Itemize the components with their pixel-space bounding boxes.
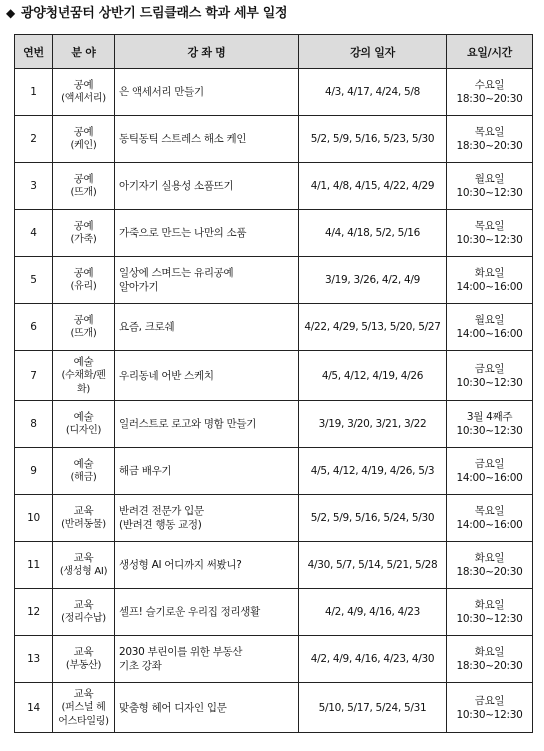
row-dates: 4/5, 4/12, 4/19, 4/26: [299, 351, 447, 401]
header-dates: 강의 일자: [299, 35, 447, 69]
class-day: 금요일: [474, 694, 505, 707]
course-name-line: (반려견 행동 교정): [119, 519, 202, 531]
course-name-line: 일상에 스며드는 유리공예: [119, 267, 234, 279]
header-course: 강 좌 명: [115, 35, 299, 69]
field-category: 교육: [73, 599, 94, 611]
row-number: 9: [15, 448, 53, 495]
class-day: 금요일: [474, 362, 505, 375]
row-course: [115, 448, 299, 495]
field-subcategory: (케인): [70, 140, 97, 151]
field-subcategory: (액세서리): [61, 93, 106, 104]
table-row: [15, 401, 533, 448]
row-course: [115, 163, 299, 210]
field-category: 공예: [73, 173, 94, 185]
field-subcategory: (뜨개): [70, 328, 97, 339]
field-subcategory: (수채화/펜화): [61, 369, 106, 395]
field-subcategory: (뜨개): [70, 187, 97, 198]
class-hours: 10:30~12:30: [456, 376, 523, 389]
row-number: 12: [15, 589, 53, 636]
table-row: [15, 683, 533, 733]
row-course: [115, 636, 299, 683]
class-hours: 18:30~20:30: [456, 93, 523, 105]
course-name-line: 맞춤형 헤어 디자인 입문: [119, 701, 227, 714]
row-field: [53, 304, 115, 351]
class-hours: 18:30~20:30: [456, 660, 523, 672]
row-dates: 4/30, 5/7, 5/14, 5/21, 5/28: [299, 542, 447, 589]
schedule-table: [14, 34, 533, 733]
row-dates: 4/1, 4/8, 4/15, 4/22, 4/29: [299, 163, 447, 210]
row-time: [447, 589, 533, 636]
row-course: [115, 401, 299, 448]
course-name-line: 반려견 전문가 입문: [119, 505, 204, 517]
row-field: [53, 401, 115, 448]
row-dates: 4/2, 4/9, 4/16, 4/23, 4/30: [299, 636, 447, 683]
class-day: 화요일: [474, 267, 505, 279]
row-dates: 3/19, 3/20, 3/21, 3/22: [299, 401, 447, 448]
row-field: [53, 163, 115, 210]
course-name-line: 일러스트로 로고와 명함 만들기: [119, 418, 257, 430]
row-field: [53, 542, 115, 589]
class-day: 3월 4째주: [466, 411, 513, 423]
field-category: 예술: [73, 458, 94, 470]
header-time: 요일/시간: [447, 35, 533, 69]
row-dates: 5/2, 5/9, 5/16, 5/24, 5/30: [299, 495, 447, 542]
class-hours: 10:30~12:30: [456, 613, 523, 625]
row-course: [115, 116, 299, 163]
header-no: 연번: [15, 35, 53, 69]
row-course: [115, 351, 299, 401]
field-category: 교육: [73, 646, 94, 658]
course-name-line: 가죽으로 만드는 나만의 소품: [119, 227, 247, 239]
row-course: [115, 589, 299, 636]
diamond-icon: ◆: [6, 6, 15, 20]
row-number: 8: [15, 401, 53, 448]
field-subcategory: (해금): [70, 472, 97, 483]
course-name-line: 동틱동틱 스트레스 해소 케인: [119, 133, 247, 145]
row-number: 11: [15, 542, 53, 589]
table-row: [15, 116, 533, 163]
table-row: [15, 163, 533, 210]
row-dates: 4/4, 4/18, 5/2, 5/16: [299, 210, 447, 257]
field-category: 공예: [73, 314, 94, 326]
field-category: 예술: [73, 355, 94, 368]
row-number: 6: [15, 304, 53, 351]
course-name-line: 2030 부린이를 위한 부동산: [119, 646, 243, 658]
class-day: 수요일: [474, 79, 505, 91]
class-day: 목요일: [474, 220, 505, 232]
course-name-line: 알아가기: [119, 281, 159, 293]
row-time: [447, 210, 533, 257]
row-course: [115, 683, 299, 733]
course-name-line: 은 액세서리 만들기: [119, 86, 204, 98]
row-time: [447, 69, 533, 116]
row-time: [447, 495, 533, 542]
row-field: [53, 257, 115, 304]
row-time: [447, 304, 533, 351]
row-time: [447, 683, 533, 733]
course-name-line: 기초 강좌: [119, 660, 162, 672]
class-hours: 18:30~20:30: [456, 566, 523, 578]
row-number: 1: [15, 69, 53, 116]
field-category: 공예: [73, 126, 94, 138]
row-course: [115, 542, 299, 589]
course-name-line: 우리동네 어반 스케치: [119, 369, 214, 382]
field-category: 공예: [73, 267, 94, 279]
field-category: 공예: [73, 79, 94, 91]
row-dates: 3/19, 3/26, 4/2, 4/9: [299, 257, 447, 304]
field-subcategory: (디자인): [65, 425, 102, 436]
row-dates: 4/22, 4/29, 5/13, 5/20, 5/27: [299, 304, 447, 351]
row-field: [53, 636, 115, 683]
table-row: [15, 542, 533, 589]
class-hours: 14:00~16:00: [456, 519, 523, 531]
table-row: [15, 589, 533, 636]
table-row: [15, 69, 533, 116]
table-row: [15, 495, 533, 542]
class-day: 금요일: [474, 458, 505, 470]
row-field: [53, 683, 115, 733]
row-number: 13: [15, 636, 53, 683]
row-course: [115, 304, 299, 351]
course-name-line: 생성형 AI 어디까지 써봤니?: [119, 559, 242, 571]
field-subcategory: (생성형 AI): [59, 566, 108, 577]
class-hours: 10:30~12:30: [456, 708, 523, 721]
row-dates: 4/2, 4/9, 4/16, 4/23: [299, 589, 447, 636]
page-title: [6, 2, 287, 24]
row-course: [115, 257, 299, 304]
class-day: 화요일: [474, 646, 505, 658]
field-category: 교육: [73, 505, 94, 517]
table-row: [15, 448, 533, 495]
class-day: 목요일: [474, 126, 505, 138]
row-number: 10: [15, 495, 53, 542]
row-time: [447, 163, 533, 210]
field-subcategory: (유리): [70, 281, 97, 292]
table-header-row: [15, 35, 533, 69]
row-course: [115, 210, 299, 257]
row-time: [447, 257, 533, 304]
row-field: [53, 69, 115, 116]
row-dates: 5/10, 5/17, 5/24, 5/31: [299, 683, 447, 733]
class-day: 화요일: [474, 552, 505, 564]
field-subcategory: (반려동물): [61, 519, 106, 530]
row-time: [447, 636, 533, 683]
field-subcategory: (가죽): [70, 234, 97, 245]
row-number: 3: [15, 163, 53, 210]
field-subcategory: (퍼스널 헤어스타일링): [58, 701, 109, 727]
table-row: [15, 636, 533, 683]
table-row: [15, 210, 533, 257]
table-row: [15, 257, 533, 304]
row-field: [53, 495, 115, 542]
row-time: [447, 448, 533, 495]
field-category: 공예: [73, 220, 94, 232]
field-category: 예술: [73, 411, 94, 423]
class-hours: 14:00~16:00: [456, 281, 523, 293]
row-number: 2: [15, 116, 53, 163]
class-day: 화요일: [474, 599, 505, 611]
row-number: 14: [15, 683, 53, 733]
row-dates: 5/2, 5/9, 5/16, 5/23, 5/30: [299, 116, 447, 163]
row-course: [115, 69, 299, 116]
row-time: [447, 401, 533, 448]
header-field: 분 야: [53, 35, 115, 69]
class-hours: 14:00~16:00: [456, 328, 523, 340]
table-row: [15, 304, 533, 351]
row-number: 4: [15, 210, 53, 257]
class-day: 목요일: [474, 505, 505, 517]
field-category: 교육: [73, 687, 94, 700]
row-field: [53, 210, 115, 257]
table-body: [15, 69, 533, 733]
course-name-line: 셀프! 슬기로운 우리집 정리생활: [119, 606, 260, 618]
row-course: [115, 495, 299, 542]
field-subcategory: (정리수납): [61, 613, 106, 624]
class-hours: 10:30~12:30: [456, 234, 523, 246]
field-category: 교육: [73, 552, 94, 564]
class-day: 월요일: [474, 173, 505, 185]
class-day: 월요일: [474, 314, 505, 326]
table-row: [15, 351, 533, 401]
field-subcategory: (부동산): [65, 660, 102, 671]
course-name-line: 요즘, 크로쉐: [119, 321, 175, 333]
page-title-text: 광양청년꿈터 상반기 드림클래스 학과 세부 일정: [20, 6, 288, 21]
row-field: [53, 589, 115, 636]
class-hours: 10:30~12:30: [456, 187, 523, 199]
row-dates: 4/3, 4/17, 4/24, 5/8: [299, 69, 447, 116]
row-time: [447, 116, 533, 163]
course-name-line: 아기자기 실용성 소품뜨기: [119, 180, 234, 192]
row-time: [447, 542, 533, 589]
course-name-line: 해금 배우기: [119, 465, 172, 477]
row-field: [53, 351, 115, 401]
row-number: 7: [15, 351, 53, 401]
row-dates: 4/5, 4/12, 4/19, 4/26, 5/3: [299, 448, 447, 495]
class-hours: 10:30~12:30: [456, 425, 523, 437]
row-time: [447, 351, 533, 401]
class-hours: 14:00~16:00: [456, 472, 523, 484]
row-field: [53, 116, 115, 163]
row-number: 5: [15, 257, 53, 304]
class-hours: 18:30~20:30: [456, 140, 523, 152]
row-field: [53, 448, 115, 495]
